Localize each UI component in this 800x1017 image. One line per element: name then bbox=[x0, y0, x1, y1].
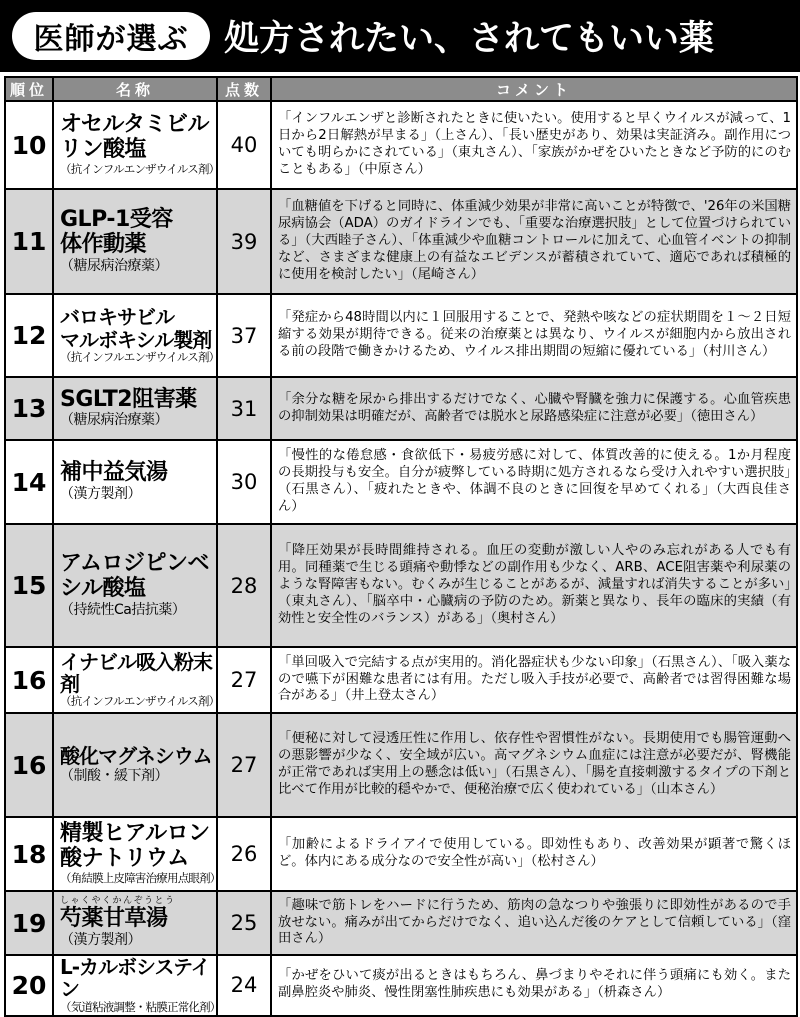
comment: 「単回吸入で完結する点が実用的。消化器症状も少ない印象」（石黒さん）、「吸入薬なので嚥下が困難な患者には有用。ただし吸入手技が必要で、高齢者では習得困難な場合がある」（井上登太さん） bbox=[271, 647, 797, 713]
drug-category: （気道粘液調整・粘膜正常化剤） bbox=[60, 999, 221, 1014]
drug-name: SGLT2阻害薬 bbox=[60, 386, 197, 412]
header-label: 医師が選ぶ bbox=[33, 22, 189, 57]
drug-category: （糖尿病治療薬） bbox=[60, 412, 168, 429]
comment: 「血糖値を下げると同時に、体重減少効果が非常に高いことが特徴で、'26年の米国糖尿病協会（ADA）のガイドラインでも、「重要な治療選択肢」として位置づけられている」（大西睦子さん）、「体重減少や血糖コントロールに加えて、心血管イベントの抑制など、さまざまな健康上の有益なエビデンスが蓄積されていて、適応であれば積極的に使用を検討したい」（尾崎さん） bbox=[271, 189, 797, 294]
drug-name-cell bbox=[53, 294, 220, 377]
score: 30 bbox=[217, 440, 271, 524]
rank-number: 14 bbox=[5, 440, 53, 524]
table-row bbox=[5, 101, 797, 189]
comment: 「降圧効果が長時間維持される。血圧の変動が激しい人やのみ忘れがある人でも有用。同種薬で生じる頭痛や動悸などの副作用も少なく、ARB、ACE阻害薬や利尿薬のような腎障害もない。むくみが生じることがあるが、減量すれば消失することが多い」（東丸さん）、「脳卒中・心臓病の予防のため。新薬と異なり、長年の臨床的実績（有効性と安全性のバランス）がある」（奥村さん） bbox=[271, 524, 797, 647]
drug-category: （漢方製剤） bbox=[60, 931, 141, 948]
table-row bbox=[5, 377, 797, 440]
table-row bbox=[5, 524, 797, 647]
drug-name: GLP-1受容 体作動薬 bbox=[60, 207, 173, 258]
drug-name: 精製ヒアルロン 酸ナトリウム bbox=[60, 821, 210, 872]
drug-name-reading: しゃくやくかんぞうとう bbox=[60, 896, 176, 907]
drug-name-cell bbox=[53, 647, 220, 713]
comment: 「発症から48時間以内に１回服用することで、発熱や咳などの症状期間を１～２日短縮する効果が期待できる。従来の治療薬とは異なり、ウイルスが細胞内から放出される前の段階で働きかけるため、ウイルス排出期間の短縮に優れている」（村川さん） bbox=[271, 294, 797, 377]
rank-number: 16 bbox=[5, 713, 53, 817]
column-header-score: 点数 bbox=[217, 77, 271, 101]
table-row bbox=[5, 294, 797, 377]
page-title: 処方されたい、されてもいい薬 bbox=[224, 19, 715, 59]
drug-name-cell bbox=[53, 377, 217, 440]
drug-category: （漢方製剤） bbox=[60, 485, 141, 502]
column-header-comment: コメント bbox=[271, 77, 797, 101]
rank-number: 13 bbox=[5, 377, 53, 440]
drug-name-cell bbox=[53, 101, 220, 189]
drug-name-cell bbox=[53, 817, 221, 891]
drug-name: L-カルボシステイン bbox=[60, 955, 210, 1002]
score: 39 bbox=[217, 189, 271, 294]
drug-name-cell bbox=[53, 189, 217, 294]
comment: 「趣味で筋トレをハードに行うため、筋肉の急なつりや強張りに即効性があるので手放せない。痛みが出てからだけでなく、追い込んだ後のケアとして信頼している」（窪田さん） bbox=[271, 891, 797, 955]
drug-name: オセルタミビル リン酸塩 bbox=[60, 112, 209, 163]
drug-name: 補中益気湯 bbox=[60, 460, 168, 486]
score: 31 bbox=[217, 377, 271, 440]
rank-number: 18 bbox=[5, 817, 53, 891]
comment: 「かぜをひいて痰が出るときはもちろん、鼻づまりやそれに伴う頭痛にも効く。また副鼻腔炎や肺炎、慢性閉塞性肺疾患にも効果がある」（枡森さん） bbox=[271, 955, 797, 1016]
drug-name: アムロジピンベ シル酸塩 bbox=[60, 551, 209, 602]
rank-number: 15 bbox=[5, 524, 53, 647]
header-label-pill bbox=[12, 12, 210, 60]
comment: 「便秘に対して浸透圧性に作用し、依存性や習慣性がない。長期使用でも腸管運動への悪影響が少なく、安全域が広い。高マグネシウム血症には注意が必要だが、腎機能が正常であれば実用上の懸念は低い」（石黒さん）、「腸を直接刺激するタイプの下剤と比べて作用が比較的穏やかで、便秘治療で広く使われている」（山本さん） bbox=[271, 713, 797, 817]
drug-name-cell bbox=[53, 440, 217, 524]
table-row bbox=[5, 713, 797, 817]
table-header-row bbox=[5, 77, 797, 101]
rank-number: 20 bbox=[5, 955, 53, 1016]
comment: 「余分な糖を尿から排出するだけでなく、心臓や腎臓を強力に保護する。心血管疾患の抑制効果は明確だが、高齢者では脱水と尿路感染症に注意が必要」（徳田さん） bbox=[271, 377, 797, 440]
drug-name: 芍薬甘草湯 bbox=[60, 906, 168, 932]
table-row bbox=[5, 817, 797, 891]
drug-category: （制酸・緩下剤） bbox=[60, 767, 168, 784]
drug-name-cell bbox=[53, 713, 217, 817]
drug-category: （糖尿病治療薬） bbox=[60, 257, 168, 274]
score: 24 bbox=[217, 955, 271, 1016]
page-header bbox=[0, 0, 800, 72]
column-header-rank: 順位 bbox=[5, 77, 53, 101]
drug-name: イナビル吸入粉末剤 bbox=[60, 649, 212, 697]
table-row bbox=[5, 955, 797, 1016]
score: 28 bbox=[217, 524, 271, 647]
rank-number: 19 bbox=[5, 891, 53, 955]
score: 26 bbox=[217, 817, 271, 891]
rank-number: 10 bbox=[5, 101, 53, 189]
drug-category: （抗インフルエンザウイルス剤） bbox=[60, 694, 220, 709]
drug-category: （抗インフルエンザウイルス剤） bbox=[60, 161, 220, 176]
score: 25 bbox=[217, 891, 271, 955]
score: 27 bbox=[217, 713, 271, 817]
table-row bbox=[5, 891, 797, 955]
table-row bbox=[5, 189, 797, 294]
comment: 「加齢によるドライアイで使用している。即効性もあり、改善効果が顕著で驚くほど。体内にある成分なので安全性が高い」（松村さん） bbox=[271, 817, 797, 891]
drug-name: 酸化マグネシウム bbox=[60, 744, 212, 769]
rank-number: 11 bbox=[5, 189, 53, 294]
drug-name-cell bbox=[53, 955, 221, 1016]
rank-number: 16 bbox=[5, 647, 53, 713]
comment: 「慢性的な倦怠感・食欲低下・易疲労感に対して、体質改善的に使える。1か月程度の長期投与も安全。自分が疲弊している時期に処方されるなら受け入れやすい選択肢」（石黒さん）、「疲れたときや、体調不良のときに回復を早めてくれる」（大西良佳さん） bbox=[271, 440, 797, 524]
comment: 「インフルエンザと診断されたときに使いたい。使用すると早くウイルスが減って、1日から2日解熱が早まる」（上さん）、「長い歴史があり、効果は実証済み。副作用についても明らかにされている」（東丸さん）、「家族がかぜをひいたときなど予防的にのむこともある」（中原さん） bbox=[271, 101, 797, 189]
drug-category: （持続性Ca拮抗薬） bbox=[60, 601, 186, 618]
score: 27 bbox=[217, 647, 271, 713]
table-row bbox=[5, 647, 797, 713]
drug-name: バロキサビル マルボキシル製剤 bbox=[60, 305, 212, 352]
rank-number: 12 bbox=[5, 294, 53, 377]
table-row bbox=[5, 440, 797, 524]
drug-name-cell bbox=[53, 891, 217, 955]
drug-category: （角結膜上皮障害治療用点眼剤） bbox=[60, 870, 221, 885]
drug-name-cell bbox=[53, 524, 217, 647]
column-header-name: 名称 bbox=[53, 77, 217, 101]
score: 40 bbox=[217, 101, 271, 189]
ranking-table bbox=[4, 76, 798, 1017]
score: 37 bbox=[217, 294, 271, 377]
drug-category: （抗インフルエンザウイルス剤） bbox=[60, 349, 220, 364]
